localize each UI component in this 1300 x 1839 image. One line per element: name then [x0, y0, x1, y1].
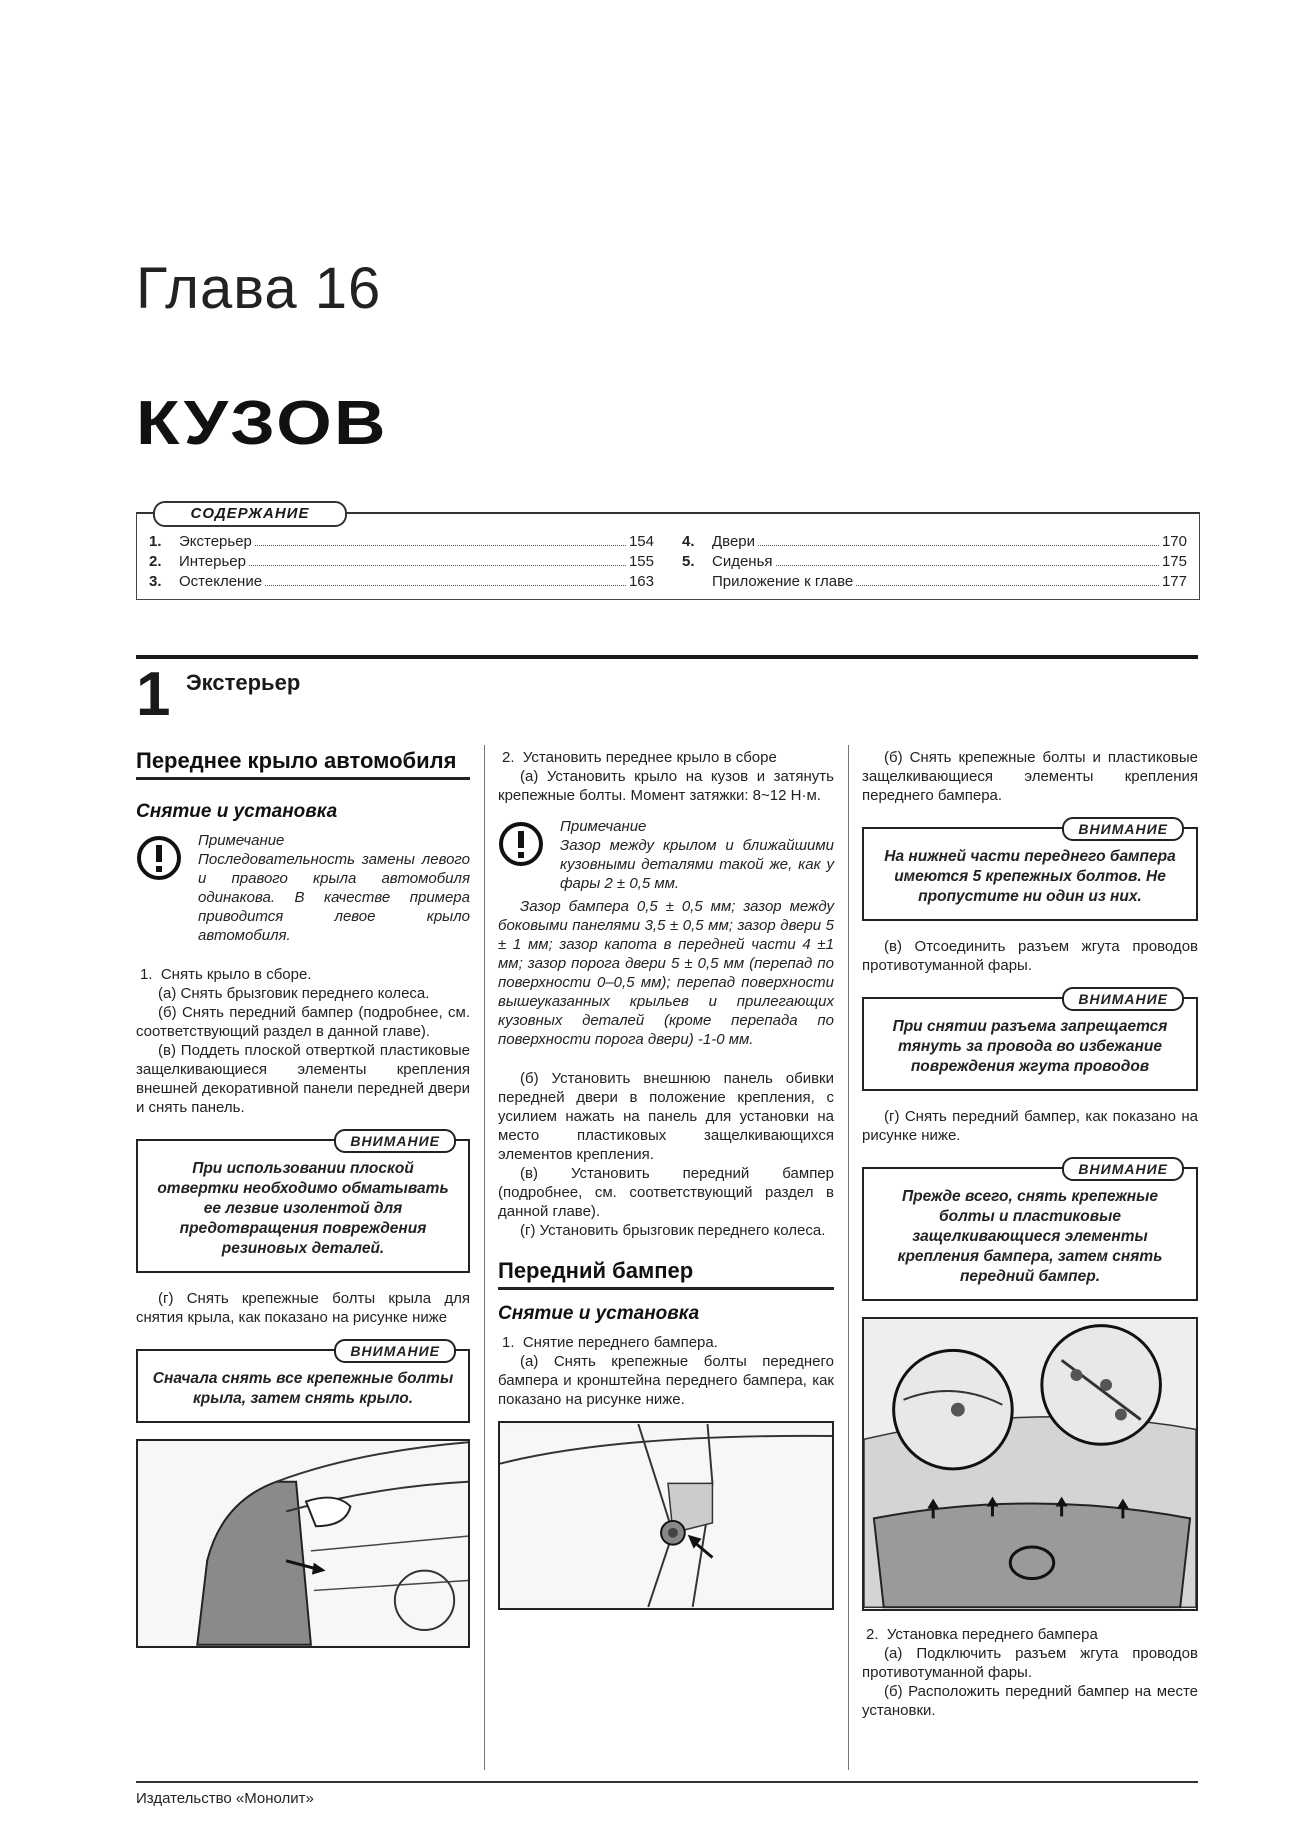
step-text: (а) Снять крепежные болты переднего бампера и кронштейна переднего бампера, как показано на рисунке ниже. — [498, 1353, 834, 1408]
heading-rule — [136, 777, 470, 780]
toc-entry-label: Сиденья — [712, 553, 773, 570]
toc-dot-leader — [249, 565, 626, 566]
warning-box — [136, 1343, 470, 1423]
figure-fender — [136, 1439, 470, 1648]
toc-entry-page: 177 — [1161, 573, 1187, 590]
toc-entry[interactable] — [149, 572, 654, 592]
note-label: Примечание — [198, 832, 285, 849]
warning-text: Сначала снять все крепежные болты крыла, затем снять крыло. — [152, 1370, 454, 1407]
heading-rule — [498, 1287, 834, 1290]
warning-label: ВНИМАНИЕ — [1062, 987, 1184, 1011]
heading-front-bumper: Передний бампер — [498, 1258, 694, 1283]
step-text: 2. Установить переднее крыло в сборе — [502, 749, 777, 766]
toc-dot-leader — [758, 545, 1159, 546]
step-text: (а) Установить крыло на кузов и затянуть крепежные болты. Момент затяжки: 8~12 Н·м. — [498, 768, 834, 804]
step-text: (б) Расположить передний бампер на месте установки. — [862, 1683, 1198, 1719]
column-2 — [498, 748, 834, 1610]
exclamation-icon — [136, 835, 182, 881]
toc-entry-number: 3. — [149, 573, 162, 590]
warning-text: При использовании плоской отвертки необходимо обматывать ее лезвие изолентой для предотвращения повреждения резиновых деталей. — [157, 1160, 449, 1257]
table-of-contents — [136, 505, 1200, 600]
step-text: (г) Снять передний бампер, как показано на рисунке ниже. — [862, 1108, 1198, 1144]
step-text: (а) Снять брызговик переднего колеса. — [158, 985, 430, 1002]
note-text-continued: Зазор бампера 0,5 ± 0,5 мм; зазор между боковыми панелями 3,5 ± 0,5 мм; зазор двери 5 ± 1 мм; зазор капота в передней части 4 ±1 мм; зазор порога двери 5 ± 0,5 мм (перепад по поверхности 0–0,5 мм); перепад поверхности вышеуказанных крыльев и прилегающих кузовных деталей (кроме перепада по поверхности порога двери) -1-0 мм. — [498, 898, 834, 1048]
footer-rule — [136, 1781, 1198, 1783]
toc-dot-leader — [776, 565, 1159, 566]
toc-entry-label: Остекление — [179, 573, 263, 590]
subheading-removal: Снятие и установка — [498, 1303, 700, 1324]
figure-bumper-removal — [862, 1317, 1198, 1611]
step-text: 2. Установка переднего бампера — [866, 1626, 1098, 1643]
toc-entry-label: Интерьер — [179, 553, 246, 570]
heading-front-fender: Переднее крыло автомобиля — [136, 748, 457, 773]
warning-label: ВНИМАНИЕ — [334, 1339, 456, 1363]
step-text: (г) Снять крепежные болты крыла для снятия крыла, как показано на рисунке ниже — [136, 1290, 470, 1326]
note-label: Примечание — [560, 818, 647, 835]
subheading-removal: Снятие и установка — [136, 801, 338, 822]
step-text: (в) Установить передний бампер (подробнее, см. соответствующий раздел в данной главе). — [498, 1165, 834, 1220]
toc-dot-leader — [265, 585, 626, 586]
column-3 — [862, 748, 1198, 1720]
toc-entry[interactable] — [682, 532, 1187, 552]
toc-entry-label: Двери — [712, 533, 756, 550]
column-divider — [848, 745, 849, 1770]
note-block — [498, 817, 834, 893]
toc-dot-leader — [856, 585, 1159, 586]
step-text: 1. Снять крыло в сборе. — [140, 966, 312, 983]
step-text: (б) Установить внешнюю панель обивки передней двери в положение крепления, с усилием нажать на панель для установки на место пластиковых защелкивающихся элементов крепления. — [498, 1070, 834, 1163]
column-1 — [136, 748, 470, 1648]
exclamation-icon — [498, 821, 544, 867]
step-text: (б) Снять передний бампер (подробнее, см. соответствующий раздел в данной главе). — [136, 1004, 470, 1040]
fender-illustration — [138, 1441, 468, 1646]
bumper-removal-illustration — [864, 1319, 1196, 1609]
warning-box — [862, 1161, 1198, 1301]
warning-text: Прежде всего, снять крепежные болты и пластиковые защелкивающиеся элементы крепления бампера, затем снять передний бампер. — [897, 1188, 1163, 1285]
figure-bumper-bolt — [498, 1421, 834, 1610]
toc-entry-page: 163 — [628, 573, 654, 590]
toc-entry[interactable] — [149, 552, 654, 572]
warning-label: ВНИМАНИЕ — [1062, 1157, 1184, 1181]
toc-entry[interactable] — [149, 532, 654, 552]
toc-entry-number: 2. — [149, 553, 162, 570]
warning-text: На нижней части переднего бампера имеются 5 крепежных болтов. Не пропустите ни один из них. — [884, 848, 1176, 905]
step-text: (в) Поддеть плоской отверткой пластиковые защелкивающиеся элементы крепления внешней декоративной панели передней двери и снять панель. — [136, 1042, 470, 1116]
warning-text: При снятии разъема запрещается тянуть за провода во избежание повреждения жгута проводов — [892, 1018, 1168, 1075]
toc-heading: СОДЕРЖАНИЕ — [153, 501, 347, 527]
bumper-bolt-illustration — [500, 1423, 832, 1608]
step-text: (б) Снять крепежные болты и пластиковые защелкивающиеся элементы крепления переднего бампера. — [862, 749, 1198, 804]
toc-entry-number: 4. — [682, 533, 695, 550]
toc-entry-page: 170 — [1161, 533, 1187, 550]
step-text: (г) Установить брызговик переднего колеса. — [520, 1222, 826, 1239]
toc-entry-number: 1. — [149, 533, 162, 550]
toc-entry[interactable] — [682, 552, 1187, 572]
publisher-footer: Издательство «Монолит» — [136, 1790, 314, 1807]
chapter-title: КУЗОВ — [136, 389, 388, 458]
column-divider — [484, 745, 485, 1770]
toc-dot-leader — [255, 545, 626, 546]
section-title: Экстерьер — [186, 670, 301, 695]
warning-box — [862, 991, 1198, 1091]
toc-entry[interactable] — [682, 572, 1187, 592]
toc-entry-number: 5. — [682, 553, 695, 570]
step-text: (в) Отсоединить разъем жгута проводов противотуманной фары. — [862, 938, 1198, 974]
warning-box — [136, 1133, 470, 1273]
chapter-label: Глава 16 — [136, 256, 382, 321]
warning-label: ВНИМАНИЕ — [334, 1129, 456, 1153]
section-number: 1 — [136, 660, 171, 729]
toc-entry-label: Приложение к главе — [712, 573, 854, 590]
toc-entry-page: 155 — [628, 553, 654, 570]
note-text: Зазор между крылом и ближайшими кузовными деталями такой же, как у фары 2 ± 0,5 мм. — [560, 837, 834, 892]
warning-box — [862, 821, 1198, 921]
section-rule — [136, 655, 1198, 659]
note-block — [136, 831, 470, 945]
warning-label: ВНИМАНИЕ — [1062, 817, 1184, 841]
toc-left-column — [149, 532, 654, 592]
toc-right-column — [682, 532, 1187, 592]
toc-entry-page: 175 — [1161, 553, 1187, 570]
note-text: Последовательность замены левого и правого крыла автомобиля одинакова. В качестве примера приводится левое крыло автомобиля. — [198, 851, 470, 944]
step-text: 1. Снятие переднего бампера. — [502, 1334, 718, 1351]
step-text: (а) Подключить разъем жгута проводов противотуманной фары. — [862, 1645, 1198, 1681]
toc-entry-page: 154 — [628, 533, 654, 550]
toc-entry-label: Экстерьер — [179, 533, 252, 550]
